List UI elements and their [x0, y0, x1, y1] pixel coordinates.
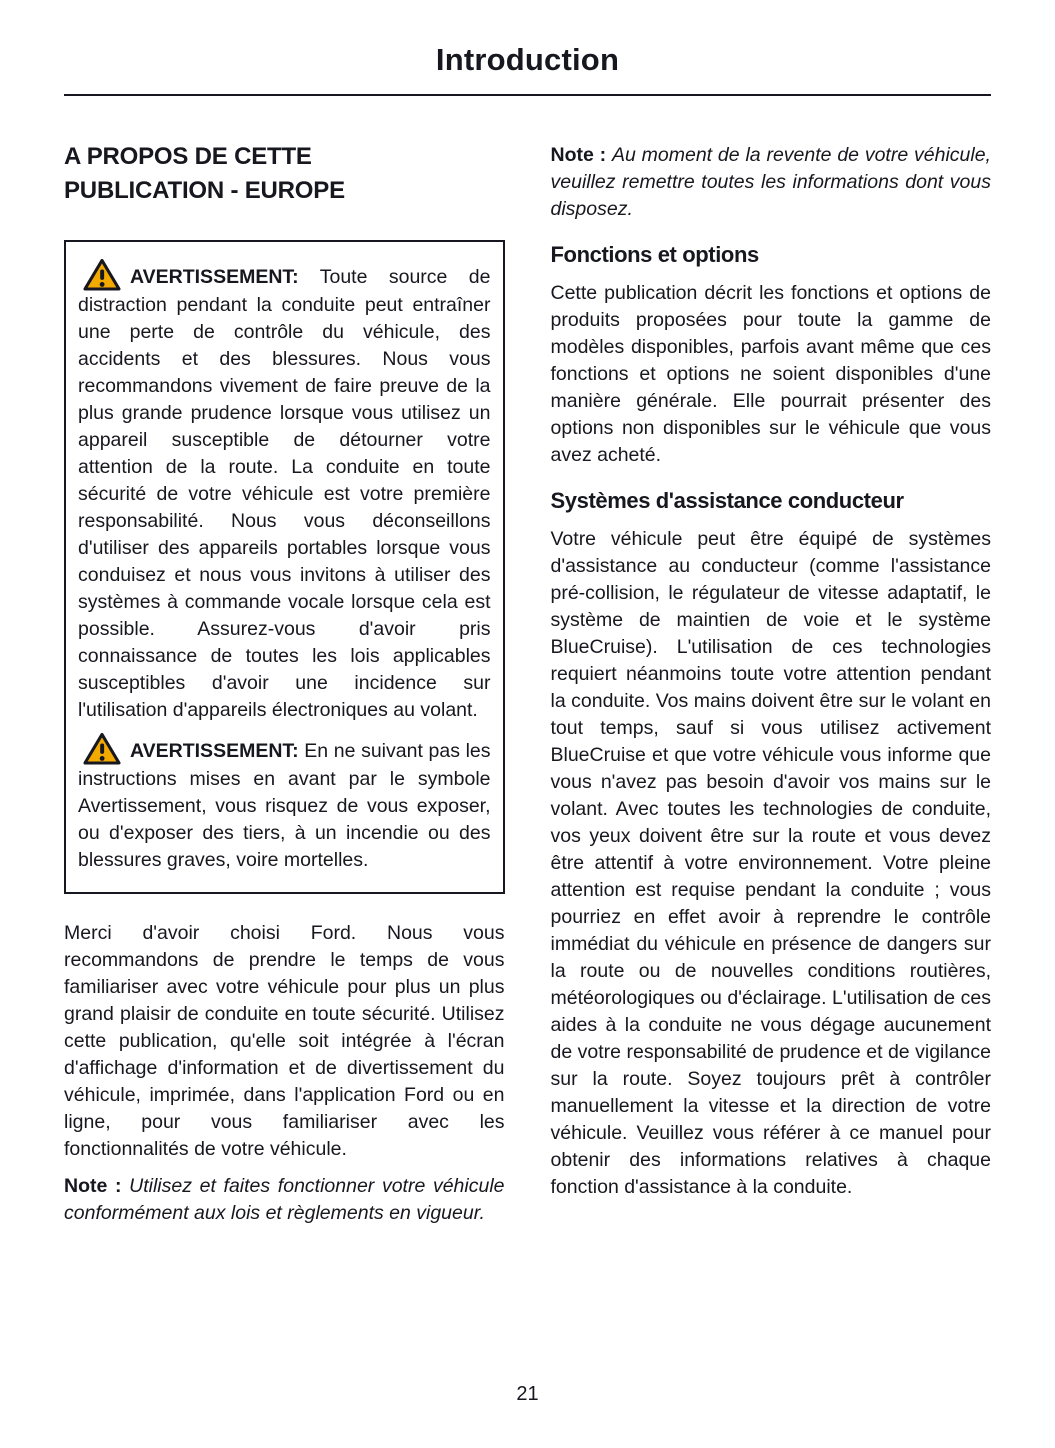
warning-triangle-icon [82, 732, 122, 766]
warning-label: AVERTISSEMENT: [130, 740, 299, 762]
note-text: Utilisez et faites fonctionner votre véhicule conformément aux lois et règlements en vigueur. [64, 1175, 505, 1224]
systemes-assistance-paragraph: Votre véhicule peut être équipé de systèmes d'assistance au conducteur (comme l'assistance pré-collision, le régulateur de vitesse adaptatif, le système de maintien de voie et le système BlueCruise). L'utilisation de ces technologies requiert néanmoins toute votre attention pendant la conduite. Vos mains doivent être sur le volant en tout temps, sauf si vous utilisez activement BlueCruise et que votre véhicule vous informe que vous n'avez pas besoin d'avoir vos mains sur le volant. Avec toutes les technologies de conduite, vos yeux doivent être sur la route et vous devez être attentif à votre environnement. Votre pleine attention est requise pendant la conduite ; vous pourriez en effet avoir à reprendre le contrôle immédiat du véhicule en présence de dangers sur la route ou de nouvelles conditions routières, météorologiques ou d'éclairage. L'utilisation de ces aides à la conduite ne vous dégage aucunement de votre responsabilité de prudence et de vigilance sur la route. Soyez toujours prêt à contrôler manuellement la vitesse et la direction de votre véhicule. Veuillez vous référer à ce manuel pour obtenir des informations relatives à chaque fonction d'assistance à la conduite. [550, 528, 991, 1198]
section-heading-fonctions-et-options: Fonctions et options [550, 242, 759, 267]
note-paragraph-left [64, 1173, 505, 1227]
note-label: Note : [550, 144, 607, 166]
warning-label: AVERTISSEMENT: [130, 266, 299, 288]
note-label: Note : [64, 1175, 122, 1197]
intro-paragraph: Merci d'avoir choisi Ford. Nous vous recommandons de prendre le temps de vous familiariser avec votre véhicule pour plus un plus grand plaisir de conduite en toute sécurité. Utilisez cette publication, qu'elle soit intégrée à l'écran d'affichage d'information et de divertissement du véhicule, imprimée, dans l'application Ford ou en ligne, pour vous familiariser avec les fonctionnalités de votre véhicule. [64, 922, 505, 1160]
warning-text: En ne suivant pas les instructions mises en avant par le symbole Avertissement, vous risquez de vous exposer, ou d'exposer des tiers, à un incendie ou des blessures graves, voire mortelles. [78, 740, 491, 871]
warning-paragraph-2 [78, 732, 491, 874]
warning-triangle-icon [82, 258, 122, 292]
warning-paragraph-1 [78, 258, 491, 724]
note-paragraph-right [551, 142, 992, 223]
header-divider [64, 94, 991, 96]
section-heading-systemes-assistance: Systèmes d'assistance conducteur [550, 488, 904, 513]
note-text: Au moment de la revente de votre véhicule, veuillez remettre toutes les informations dont vous disposez. [550, 144, 991, 220]
page-title: Introduction [435, 42, 620, 77]
warning-text: Toute source de distraction pendant la conduite peut entraîner une perte de contrôle du véhicule, des accidents et des blessures. Nous vous recommandons vivement de faire preuve de la plus grande prudence lorsque vous utilisez un appareil susceptible de détourner votre attention de la route. La conduite en toute sécurité de votre véhicule est votre première responsabilité. Nous vous déconseillons d'utiliser des appareils portables lorsque vous conduisez et nous vous invitons à utiliser des systèmes à commande vocale lorsque cela est possible. Assurez-vous d'avoir pris connaissance de toutes les lois applicables susceptibles d'avoir une incidence sur l'utilisation d'appareils électroniques au volant. [78, 266, 491, 721]
warning-box [64, 240, 505, 894]
right-column [551, 140, 992, 1227]
left-column [64, 140, 505, 1227]
page-number: 21 [516, 1383, 539, 1405]
section-heading-about-publication: A PROPOS DE CETTE PUBLICATION - EUROPE [64, 143, 345, 204]
two-column-layout [64, 140, 991, 1227]
fonctions-et-options-paragraph: Cette publication décrit les fonctions et options de produits proposées pour toute la gamme de modèles disponibles, parfois avant même que ces fonctions et options ne soient disponibles d'une manière générale. Elle pourrait présenter des options non disponibles sur le véhicule que vous avez acheté. [550, 282, 991, 466]
